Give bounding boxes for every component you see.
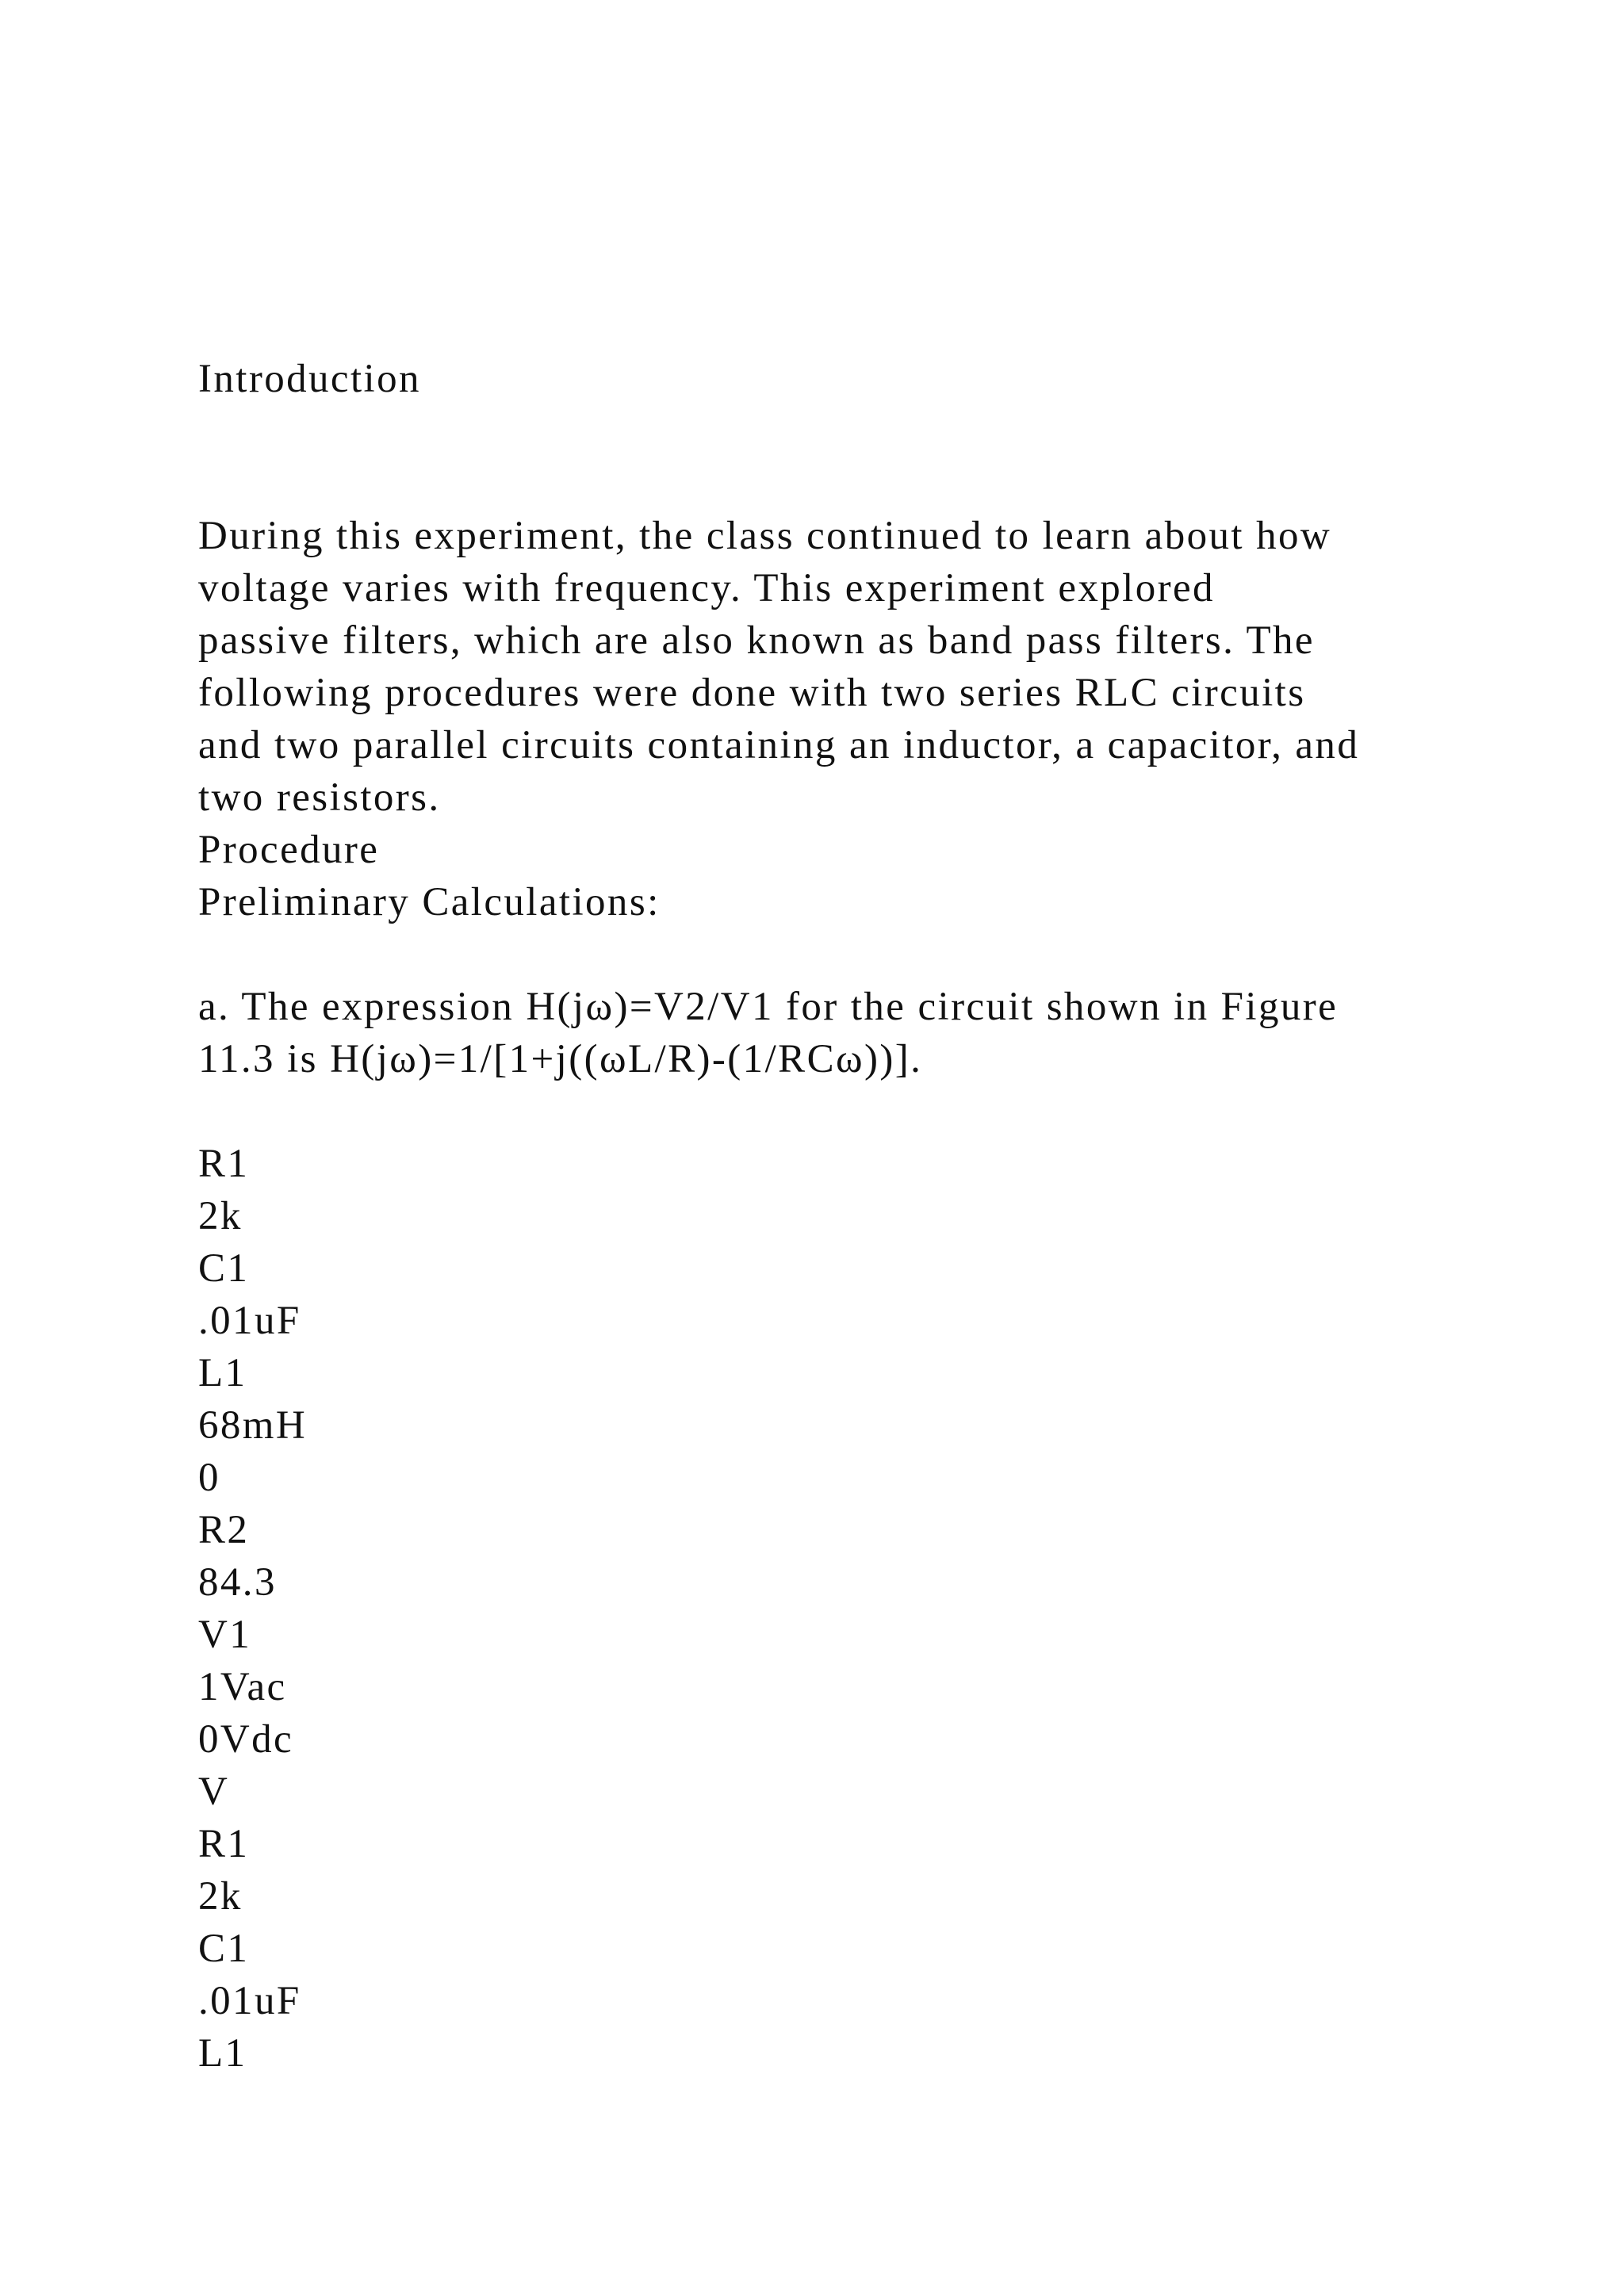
- introduction-paragraph: [198, 510, 1467, 824]
- circuit-label: R2: [198, 1508, 250, 1552]
- circuit-label: R1: [198, 1142, 250, 1186]
- circuit-label-list: [198, 1138, 1467, 2080]
- circuit-label: C1: [198, 1246, 250, 1291]
- procedure-heading: Procedure: [198, 828, 380, 872]
- circuit-label: 84.3: [198, 1560, 277, 1605]
- circuit-label: .01uF: [198, 1299, 301, 1343]
- paragraph-line: During this experiment, the class continued to learn about how: [198, 514, 1332, 558]
- spacer: [198, 928, 1467, 981]
- circuit-label: 2k: [198, 1874, 243, 1919]
- calculation-line: 11.3 is H(jω)=1/[1+j((ωL/R)-(1/RCω))].: [198, 1037, 923, 1081]
- spacer: [198, 1085, 1467, 1138]
- preliminary-calculations-heading: Preliminary Calculations:: [198, 880, 661, 924]
- paragraph-line: and two parallel circuits containing an inductor, a capacitor, and: [198, 723, 1360, 767]
- circuit-label: 0: [198, 1456, 220, 1500]
- paragraph-line: following procedures were done with two series RLC circuits: [198, 671, 1306, 715]
- circuit-label: V: [198, 1770, 230, 1814]
- paragraph-line: passive filters, which are also known as band pass filters. The: [198, 618, 1315, 663]
- circuit-label: R1: [198, 1822, 250, 1866]
- circuit-label: V1: [198, 1613, 252, 1657]
- paragraph-line: voltage varies with frequency. This experiment explored: [198, 566, 1215, 610]
- spacer: [198, 405, 1467, 510]
- introduction-heading: Introduction: [198, 357, 421, 401]
- circuit-label: 0Vdc: [198, 1717, 294, 1762]
- circuit-label: L1: [198, 2031, 247, 2076]
- calculation-line: a. The expression H(jω)=V2/V1 for the circuit shown in Figure: [198, 985, 1339, 1029]
- circuit-label: L1: [198, 1351, 247, 1395]
- circuit-label: C1: [198, 1927, 250, 1971]
- paragraph-line: two resistors.: [198, 775, 441, 820]
- calculation-paragraph: [198, 981, 1467, 1085]
- circuit-label: 1Vac: [198, 1665, 287, 1709]
- text-column: [198, 353, 1467, 2080]
- circuit-label: 68mH: [198, 1403, 308, 1448]
- circuit-label: 2k: [198, 1194, 243, 1238]
- circuit-label: .01uF: [198, 1979, 301, 2023]
